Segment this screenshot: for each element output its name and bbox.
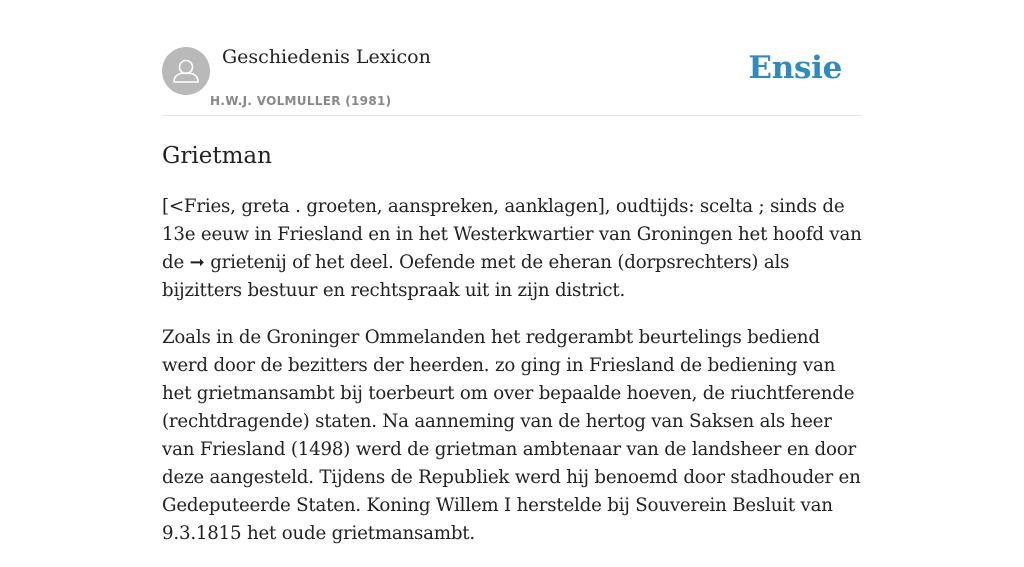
brand-logo[interactable]: Ensie	[748, 50, 842, 86]
avatar[interactable]	[162, 47, 210, 95]
user-icon	[162, 47, 210, 95]
article-container	[162, 0, 862, 567]
entry-body	[162, 193, 862, 548]
cross-reference-arrow-icon[interactable]: ➞	[189, 252, 205, 273]
source-title-link[interactable]: Geschiedenis Lexicon	[222, 46, 431, 68]
paragraph-text: [<Fries, greta . groeten, aanspreken, aanklagen], oudtijds: scelta ; sinds de 13e eeuw in Friesland en in het Westerkwartier van Groningen het hoofd van de	[162, 196, 862, 273]
source-author-link[interactable]: H.W.J. VOLMULLER (1981)	[210, 94, 392, 108]
entry-paragraph-2: Zoals in de Groninger Ommelanden het redgerambt beurtelings bediend werd door de bezitters der heerden. zo ging in Friesland de bediening van het grietmansambt bij toerbeurt om over bepaalde hoeven, de riuchtferende (rechtdragende) staten. Na aanneming van de hertog van Saksen als heer van Friesland (1498) werd de grietman ambtenaar van de landsheer en door deze aangesteld. Tijdens de Republiek werd hij benoemd door stadhouder en Gedeputeerde Staten. Koning Willem I herstelde bij Souverein Besluit van 9.3.1815 het oude grietmansambt.	[162, 327, 861, 544]
paragraph-text: grietenij of het deel. Oefende met de eheran (dorpsrechters) als bijzitters bestuur en rechtspraak uit in zijn district.	[162, 252, 790, 301]
source-header	[162, 0, 862, 116]
entry-title: Grietman	[162, 143, 272, 169]
entry-paragraph-1	[162, 193, 862, 305]
